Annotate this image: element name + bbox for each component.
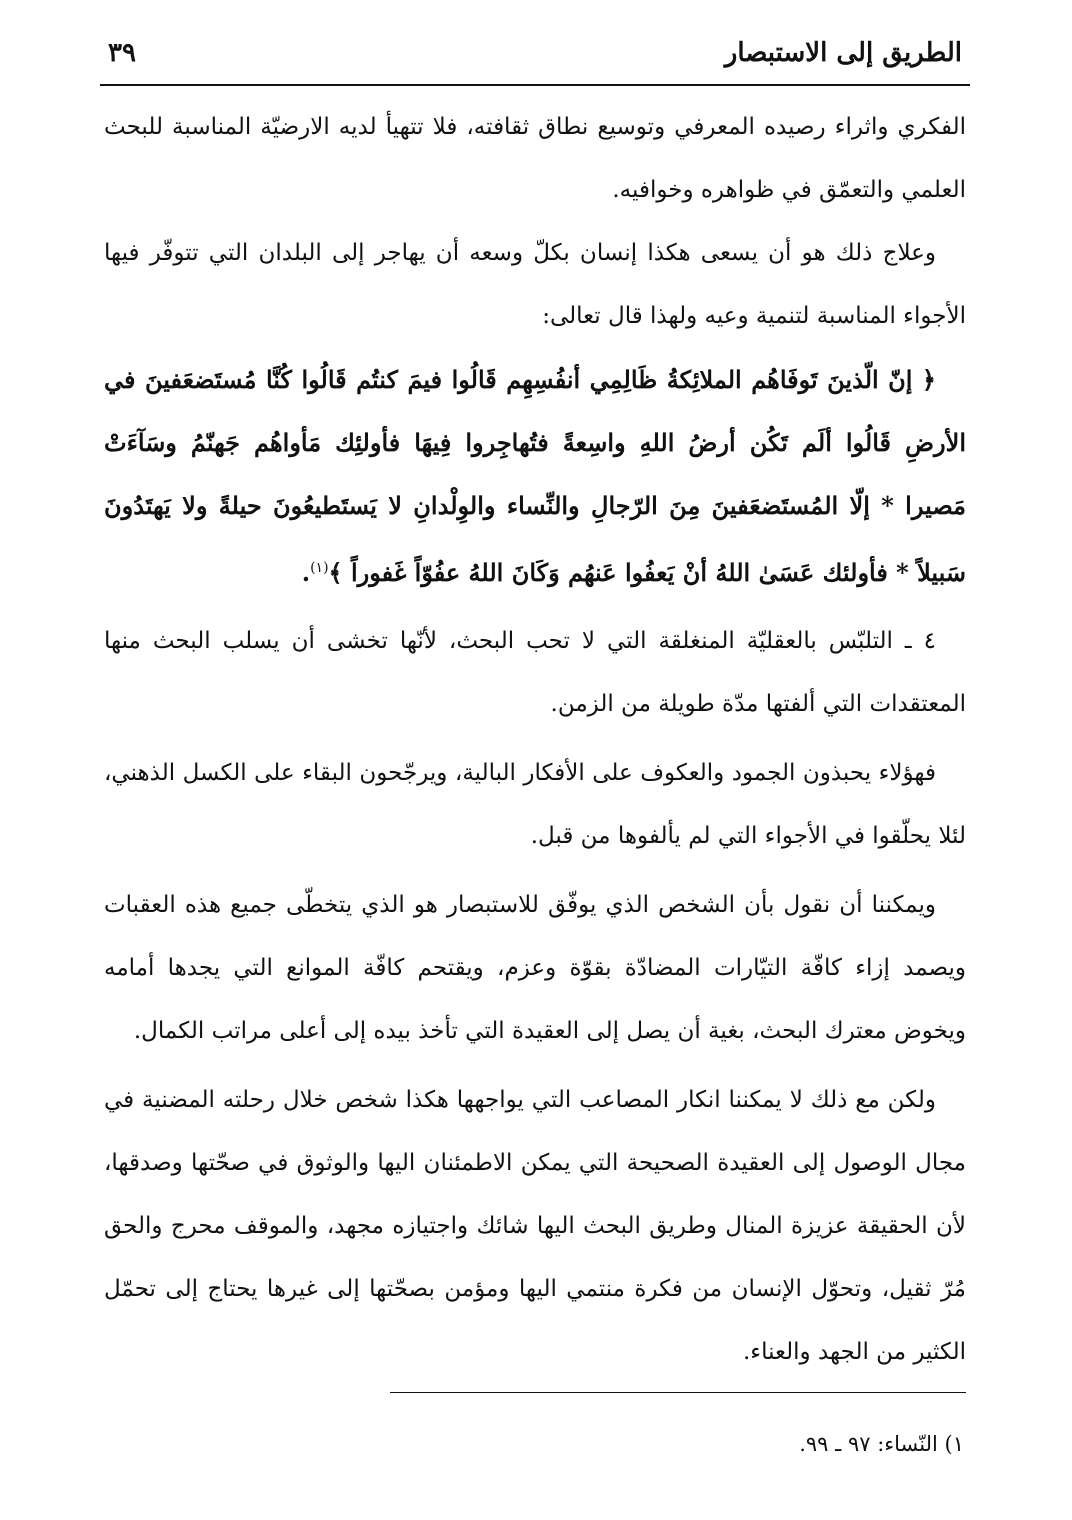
quran-verse [104,348,966,604]
footnote-reference: (١) [310,560,329,576]
paragraph-overcoming: ويمكننا أن نقول بأن الشخص الذي يوفّق للاستبصار هو الذي يتخطّى جميع هذه العقبات ويصمد إزاء كافّة التيّارات المضادّة بقوّة وعزم، ويقتحم كافّة الموانع التي يجدها أمامه ويخوض معترك البحث، بغية أن يصل إلى العقيدة التي تأخذ بيده إلى أعلى مراتب الكمال. [104,892,966,1044]
footnote: ١) النّساء: ٩٧ ـ ٩٩. [799,1432,964,1456]
running-title: الطريق إلى الاستبصار [724,38,962,68]
verse-end-punctuation: . [301,558,311,587]
paragraph-stagnation: فهؤلاء يحبذون الجمود والعكوف على الأفكار البالية، ويرجّحون البقاء على الكسل الذهني، لئلا يحلّقوا في الأجواء التي لم يألفوها من قبل. [104,760,966,849]
header-rule [100,84,970,86]
body-text [104,96,966,1384]
page-number: ٣٩ [108,38,136,68]
paragraph-difficulties: ولكن مع ذلك لا يمكننا انكار المصاعب التي يواجهها هكذا شخص خلال رحلته المضنية في مجال الوصول إلى العقيدة الصحيحة التي يمكن الاطمئنان اليها والوثوق في صحّتها وصدقها، لأن الحقيقة عزيزة المنال وطريق البحث اليها شائك واجتيازه مجهد، والموقف محرج والحق مُرّ ثقيل، وتحوّل الإنسان من فكرة منتمي اليها ومؤمن بصحّتها إلى غيرها يحتاج إلى تحمّل الكثير من الجهد والعناء. [104,1087,966,1365]
quran-verse-text: ﴿ إنّ الّذينَ تَوفَاهُم الملائِكةُ ظَالِمِي أنفُسِهِم قَالُوا فيمَ كنتُم قَالُوا كُنَّا مُستَضعَفينَ في الأرضِ قَالُوا ألَم تَكُن أرضُ اللهِ واسِعةً فتُهاجِروا فِيهَا فأولئِك مَأواهُم جَهنّمُ وسَآءَتْ مَصيرا * إلّا المُستَضعَفينَ مِنَ الرّجالِ والنِّساء والوِلْدانِ لا يَستَطيعُونَ حيلةً ولا يَهتَدُونَ سَبيلاً * فأولئك عَسَىٰ اللهُ أنْ يَعفُوا عَنهُم وَكَانَ اللهُ عفُوّاً غَفوراً ﴾ [104,365,966,587]
paragraph-continuation: الفكري واثراء رصيده المعرفي وتوسيع نطاق ثقافته، فلا تتهيأ لديه الارضيّة المناسبة للبحث العلمي والتعمّق في ظواهره وخوافيه. [104,114,966,203]
footnote-rule [390,1392,966,1393]
paragraph-point-4: ٤ ـ التلبّس بالعقليّة المنغلقة التي لا تحب البحث، لأنّها تخشى أن يسلب البحث منها المعتقدات التي ألفتها مدّة طويلة من الزمن. [104,628,966,717]
paragraph-remedy: وعلاج ذلك هو أن يسعى هكذا إنسان بكلّ وسعه أن يهاجر إلى البلدان التي تتوفّر فيها الأجواء المناسبة لتنمية وعيه ولهذا قال تعالى: [104,240,966,329]
